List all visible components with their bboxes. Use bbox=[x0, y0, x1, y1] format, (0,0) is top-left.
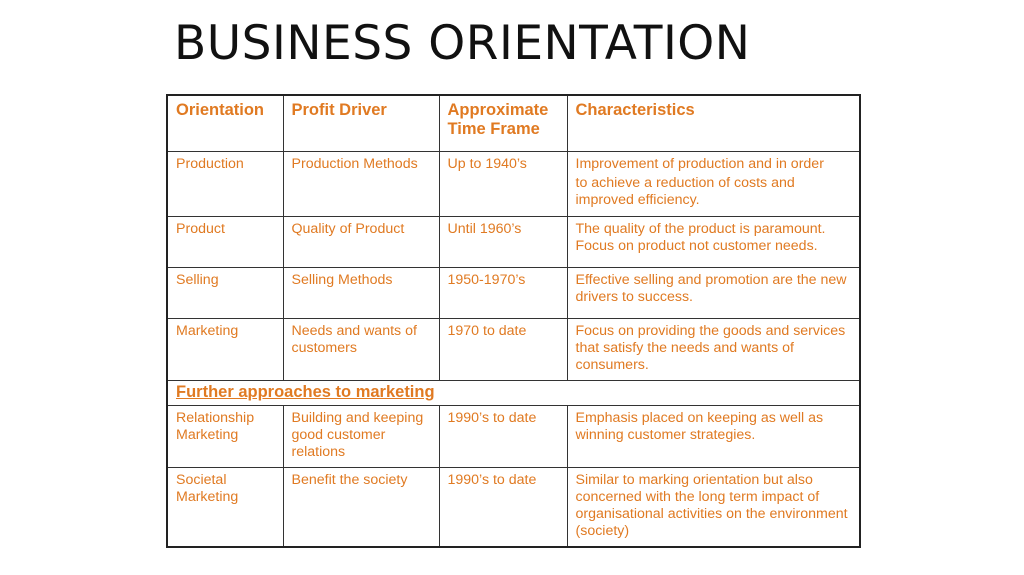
cell-time-frame: 1970 to date bbox=[439, 319, 567, 381]
header-profit-driver: Profit Driver bbox=[283, 95, 439, 152]
cell-characteristics bbox=[567, 152, 860, 217]
cell-orientation: Relationship Marketing bbox=[167, 406, 283, 468]
table-row bbox=[167, 217, 860, 268]
cell-characteristics: The quality of the product is paramount. Focus on product not customer needs. bbox=[567, 217, 860, 268]
cell-orientation: Marketing bbox=[167, 319, 283, 381]
header-characteristics: Characteristics bbox=[567, 95, 860, 152]
cell-orientation: Selling bbox=[167, 268, 283, 319]
section-row bbox=[167, 381, 860, 406]
cell-characteristics: Focus on providing the goods and services that satisfy the needs and wants of consumers. bbox=[567, 319, 860, 381]
cell-characteristics: Emphasis placed on keeping as well as winning customer strategies. bbox=[567, 406, 860, 468]
cell-time-frame: 1950-1970’s bbox=[439, 268, 567, 319]
table-row bbox=[167, 268, 860, 319]
cell-profit-driver: Building and keeping good customer relations bbox=[283, 406, 439, 468]
cell-orientation: Societal Marketing bbox=[167, 468, 283, 548]
cell-time-frame: Until 1960’s bbox=[439, 217, 567, 268]
characteristics-line: to achieve a reduction of costs and improved efficiency. bbox=[575, 175, 795, 208]
header-orientation: Orientation bbox=[167, 95, 283, 152]
cell-profit-driver: Selling Methods bbox=[283, 268, 439, 319]
section-heading: Further approaches to marketing bbox=[167, 381, 860, 406]
cell-characteristics: Similar to marking orientation but also concerned with the long term impact of organisational activities on the environment (society) bbox=[567, 468, 860, 548]
cell-profit-driver: Quality of Product bbox=[283, 217, 439, 268]
cell-orientation: Production bbox=[167, 152, 283, 217]
cell-time-frame: 1990’s to date bbox=[439, 468, 567, 548]
cell-time-frame: Up to 1940’s bbox=[439, 152, 567, 217]
cell-profit-driver: Benefit the society bbox=[283, 468, 439, 548]
table-row bbox=[167, 152, 860, 217]
cell-orientation: Product bbox=[167, 217, 283, 268]
header-time-frame: Approximate Time Frame bbox=[439, 95, 567, 152]
table-row bbox=[167, 406, 860, 468]
cell-time-frame: 1990’s to date bbox=[439, 406, 567, 468]
table-header-row bbox=[167, 95, 860, 152]
slide-title: BUSINESS ORIENTATION bbox=[174, 16, 751, 71]
cell-profit-driver: Production Methods bbox=[283, 152, 439, 217]
cell-profit-driver: Needs and wants of customers bbox=[283, 319, 439, 381]
cell-characteristics: Effective selling and promotion are the new drivers to success. bbox=[567, 268, 860, 319]
table-row bbox=[167, 468, 860, 548]
orientation-table bbox=[166, 94, 861, 548]
characteristics-line: Improvement of production and in order bbox=[575, 156, 824, 172]
table-row bbox=[167, 319, 860, 381]
